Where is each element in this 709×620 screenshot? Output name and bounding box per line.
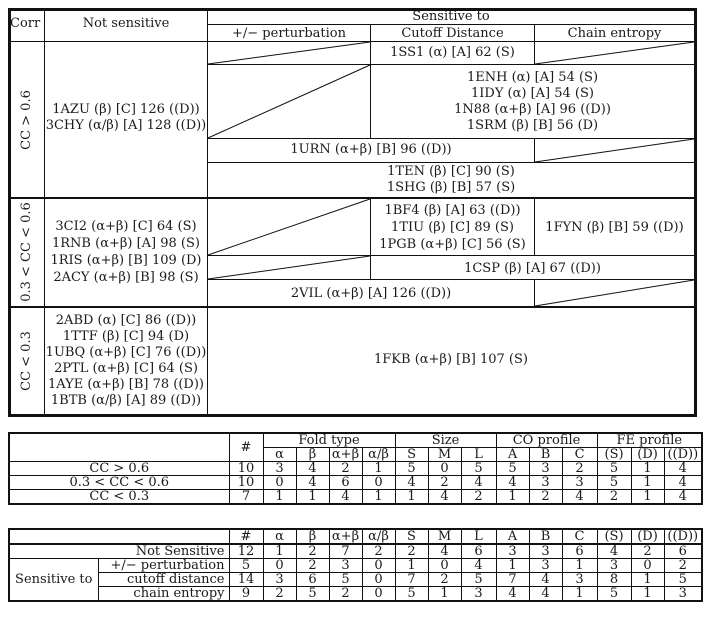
column-header: α [263,529,296,544]
value-cell: 6 [461,544,496,559]
value-cell: 6 [296,573,329,587]
value-cell: 3 [263,462,296,476]
corr-header: Corr [10,16,41,31]
value-cell: 1 [631,490,664,505]
table-row [9,587,702,602]
value-cell: 5 [664,573,702,587]
value-cell: 0 [263,559,296,573]
column-header: S [395,529,428,544]
column-header: S [395,448,428,462]
value-cell: 0 [362,587,395,602]
empty-cell-diagonal [208,42,370,64]
value-cell: 0 [362,559,395,573]
value-cell: 10 [229,462,263,476]
value-cell: 3 [496,544,529,559]
row-label: 0.3 < CC < 0.6 [9,476,229,490]
cc-summary-table [8,432,703,505]
corner-cell [9,529,229,544]
co-profile-header: CO profile [496,433,597,448]
value-cell: 5 [461,462,496,476]
value-cell: 8 [597,573,631,587]
value-cell: 0 [631,559,664,573]
column-header: α [263,448,296,462]
not-sensitive-cell: 1UBQ (α+β) [C] 76 ((D)) [45,345,207,360]
value-cell: 5 [395,462,428,476]
value-cell: 2 [597,490,631,505]
column-header: M [428,448,461,462]
column-header: (D) [631,448,664,462]
row-label: CC < 0.3 [9,490,229,505]
value-cell: 3 [529,544,562,559]
value-cell: 7 [496,573,529,587]
not-sensitive-cell: 1RNB (α+β) [A] 98 (S) [52,236,200,251]
not-sensitive-cell: 1AZU (β) [C] 126 ((D)) [52,102,200,117]
value-cell: 5 [597,462,631,476]
value-cell: 5 [597,476,631,490]
value-cell: 2 [562,462,597,476]
column-header: C [562,448,597,462]
chain-entropy-header: Chain entropy [567,26,662,41]
column-header: B [529,448,562,462]
value-cell: 4 [296,462,329,476]
value-cell: 0 [362,476,395,490]
row-label: Not Sensitive [9,544,229,559]
not-sensitive-cell: 2PTL (α+β) [C] 64 (S) [54,361,198,376]
cutoff-entropy-cell: 1N88 (α+β) [A] 96 ((D)) [454,102,611,117]
value-cell: 4 [428,544,461,559]
pert-cutoff-cell: 1URN (α+β) [B] 96 ((D)) [290,142,452,157]
value-cell: 2 [395,544,428,559]
value-cell: 2 [329,462,362,476]
cutoff-cell: 1TIU (β) [C] 89 (S) [391,220,514,235]
column-header: M [428,529,461,544]
empty-cell-diagonal [535,42,694,64]
value-cell: 5 [461,573,496,587]
value-cell: 1 [362,490,395,505]
value-cell: 7 [395,573,428,587]
value-cell: 5 [296,587,329,602]
value-cell: 2 [529,490,562,505]
empty-cell-diagonal [535,139,694,162]
value-cell: 2 [296,559,329,573]
value-cell: 2 [664,559,702,573]
column-header: (D) [631,529,664,544]
column-header: β [296,448,329,462]
fe-profile-header: FE profile [597,433,702,448]
value-cell: 3 [597,559,631,573]
fold-type-header: Fold type [263,433,395,448]
value-cell: 1 [395,490,428,505]
group-label-cc-high: CC > 0.6 [19,90,34,150]
value-cell: 3 [263,573,296,587]
value-cell: 2 [263,587,296,602]
value-cell: 1 [263,490,296,505]
value-cell: 3 [664,587,702,602]
table-row [9,462,702,476]
column-header: # [229,529,263,544]
value-cell: 6 [664,544,702,559]
all-sensitive-cell: 1SHG (β) [B] 57 (S) [386,180,516,195]
row-label: cutoff distance [98,573,229,587]
value-cell: 4 [597,544,631,559]
value-cell: 2 [461,490,496,505]
empty-cell-diagonal [208,65,370,138]
value-cell: 0 [428,462,461,476]
value-cell: 12 [229,544,263,559]
empty-cell-diagonal [208,199,370,255]
value-cell: 2 [428,476,461,490]
value-cell: 4 [562,490,597,505]
entropy-cell: 1FYN (β) [B] 59 ((D)) [545,220,684,235]
not-sensitive-cell: 1RIS (α+β) [B] 109 (D) [50,253,202,268]
count-header: # [229,433,263,462]
corner-cell [9,433,229,462]
value-cell: 0 [428,559,461,573]
row-label: CC > 0.6 [9,462,229,476]
cutoff-entropy-cell: 1ENH (α) [A] 54 (S) [466,70,599,85]
column-header: C [562,529,597,544]
size-header: Size [395,433,496,448]
value-cell: 10 [229,476,263,490]
value-cell: 0 [362,573,395,587]
value-cell: 4 [461,476,496,490]
not-sensitive-cell: 1TTF (β) [C] 94 (D) [62,329,190,344]
not-sensitive-cell: 1AYE (α+β) [B] 78 ((D)) [47,377,204,392]
column-header: α+β [329,529,362,544]
cutoff-entropy-cell: 1SRM (β) [B] 56 (D) [466,118,599,133]
sensitive-to-label: Sensitive to [9,559,98,602]
value-cell: 2 [296,544,329,559]
column-header: α/β [362,448,395,462]
value-cell: 4 [296,476,329,490]
pert-cutoff-cell: 2VIL (α+β) [A] 126 ((D)) [290,286,452,301]
value-cell: 2 [428,573,461,587]
column-header: (S) [597,529,631,544]
table-row [9,559,702,573]
value-cell: 5 [329,573,362,587]
value-cell: 1 [296,490,329,505]
value-cell: 1 [496,490,529,505]
value-cell: 0 [263,476,296,490]
table-row [9,490,702,505]
value-cell: 5 [395,587,428,602]
value-cell: 4 [395,476,428,490]
not-sensitive-cell: 3CHY (α/β) [A] 128 ((D)) [45,118,207,133]
cutoff-distance-header: Cutoff Distance [401,26,504,41]
value-cell: 4 [496,476,529,490]
not-sensitive-cell: 3CI2 (α+β) [C] 64 (S) [55,219,197,234]
sensitivity-summary-table [8,528,703,602]
value-cell: 1 [362,462,395,476]
group-label-cc-mid: 0.3 < CC < 0.6 [19,202,34,302]
value-cell: 2 [362,544,395,559]
value-cell: 4 [529,587,562,602]
value-cell: 5 [496,462,529,476]
value-cell: 3 [562,573,597,587]
value-cell: 4 [529,573,562,587]
value-cell: 4 [329,490,362,505]
value-cell: 3 [461,587,496,602]
table-row [9,476,702,490]
empty-cell-diagonal [208,256,370,279]
value-cell: 1 [631,476,664,490]
table-row [9,544,702,559]
value-cell: 9 [229,587,263,602]
column-header: B [529,529,562,544]
value-cell: 1 [263,544,296,559]
value-cell: 3 [562,476,597,490]
value-cell: 4 [496,587,529,602]
column-header: α+β [329,448,362,462]
value-cell: 7 [229,490,263,505]
cutoff-entropy-cell: 1IDY (α) [A] 54 (S) [471,86,594,101]
perturbation-header: +/− perturbation [232,26,346,41]
column-header: α/β [362,529,395,544]
value-cell: 14 [229,573,263,587]
column-header: β [296,529,329,544]
column-header: ((D)) [664,529,702,544]
not-sensitive-cell: 2ACY (α+β) [B] 98 (S) [53,270,199,285]
cutoff-cell: 1SS1 (α) [A] 62 (S) [390,45,515,60]
value-cell: 4 [664,490,702,505]
value-cell: 3 [529,559,562,573]
value-cell: 1 [428,587,461,602]
value-cell: 5 [229,559,263,573]
not-sensitive-header: Not sensitive [82,16,170,31]
value-cell: 1 [631,587,664,602]
row-label: chain entropy [98,587,229,602]
value-cell: 1 [631,573,664,587]
value-cell: 2 [329,587,362,602]
value-cell: 1 [562,559,597,573]
table-row [9,573,702,587]
cutoff-cell: 1BF4 (β) [A] 63 ((D)) [384,203,521,218]
value-cell: 3 [529,462,562,476]
cutoff-cell: 1PGB (α+β) [C] 56 (S) [379,237,526,252]
row-label: +/− perturbation [98,559,229,573]
value-cell: 1 [631,462,664,476]
value-cell: 3 [329,559,362,573]
value-cell: 1 [395,559,428,573]
value-cell: 2 [631,544,664,559]
value-cell: 3 [529,476,562,490]
column-header: A [496,529,529,544]
value-cell: 7 [329,544,362,559]
not-sensitive-cell: 1BTB (α/β) [A] 89 ((D)) [50,393,202,408]
value-cell: 1 [562,587,597,602]
cutoff-entropy-cell: 1CSP (β) [A] 67 ((D)) [464,261,601,276]
value-cell: 1 [496,559,529,573]
value-cell: 4 [664,476,702,490]
value-cell: 4 [461,559,496,573]
column-header: L [461,529,496,544]
column-header: L [461,448,496,462]
column-header: A [496,448,529,462]
empty-cell-diagonal [535,280,694,306]
not-sensitive-cell: 2ABD (α) [C] 86 ((D)) [55,313,197,328]
group-label-cc-low: CC < 0.3 [19,331,34,391]
value-cell: 5 [597,587,631,602]
value-cell: 4 [664,462,702,476]
column-header: ((D)) [664,448,702,462]
column-header: (S) [597,448,631,462]
all-sensitive-cell: 1TEN (β) [C] 90 (S) [387,164,515,179]
value-cell: 4 [428,490,461,505]
value-cell: 6 [562,544,597,559]
sensitive-to-header: Sensitive to [412,9,490,24]
value-cell: 6 [329,476,362,490]
all-sensitive-cell: 1FKB (α+β) [B] 107 (S) [374,352,528,367]
